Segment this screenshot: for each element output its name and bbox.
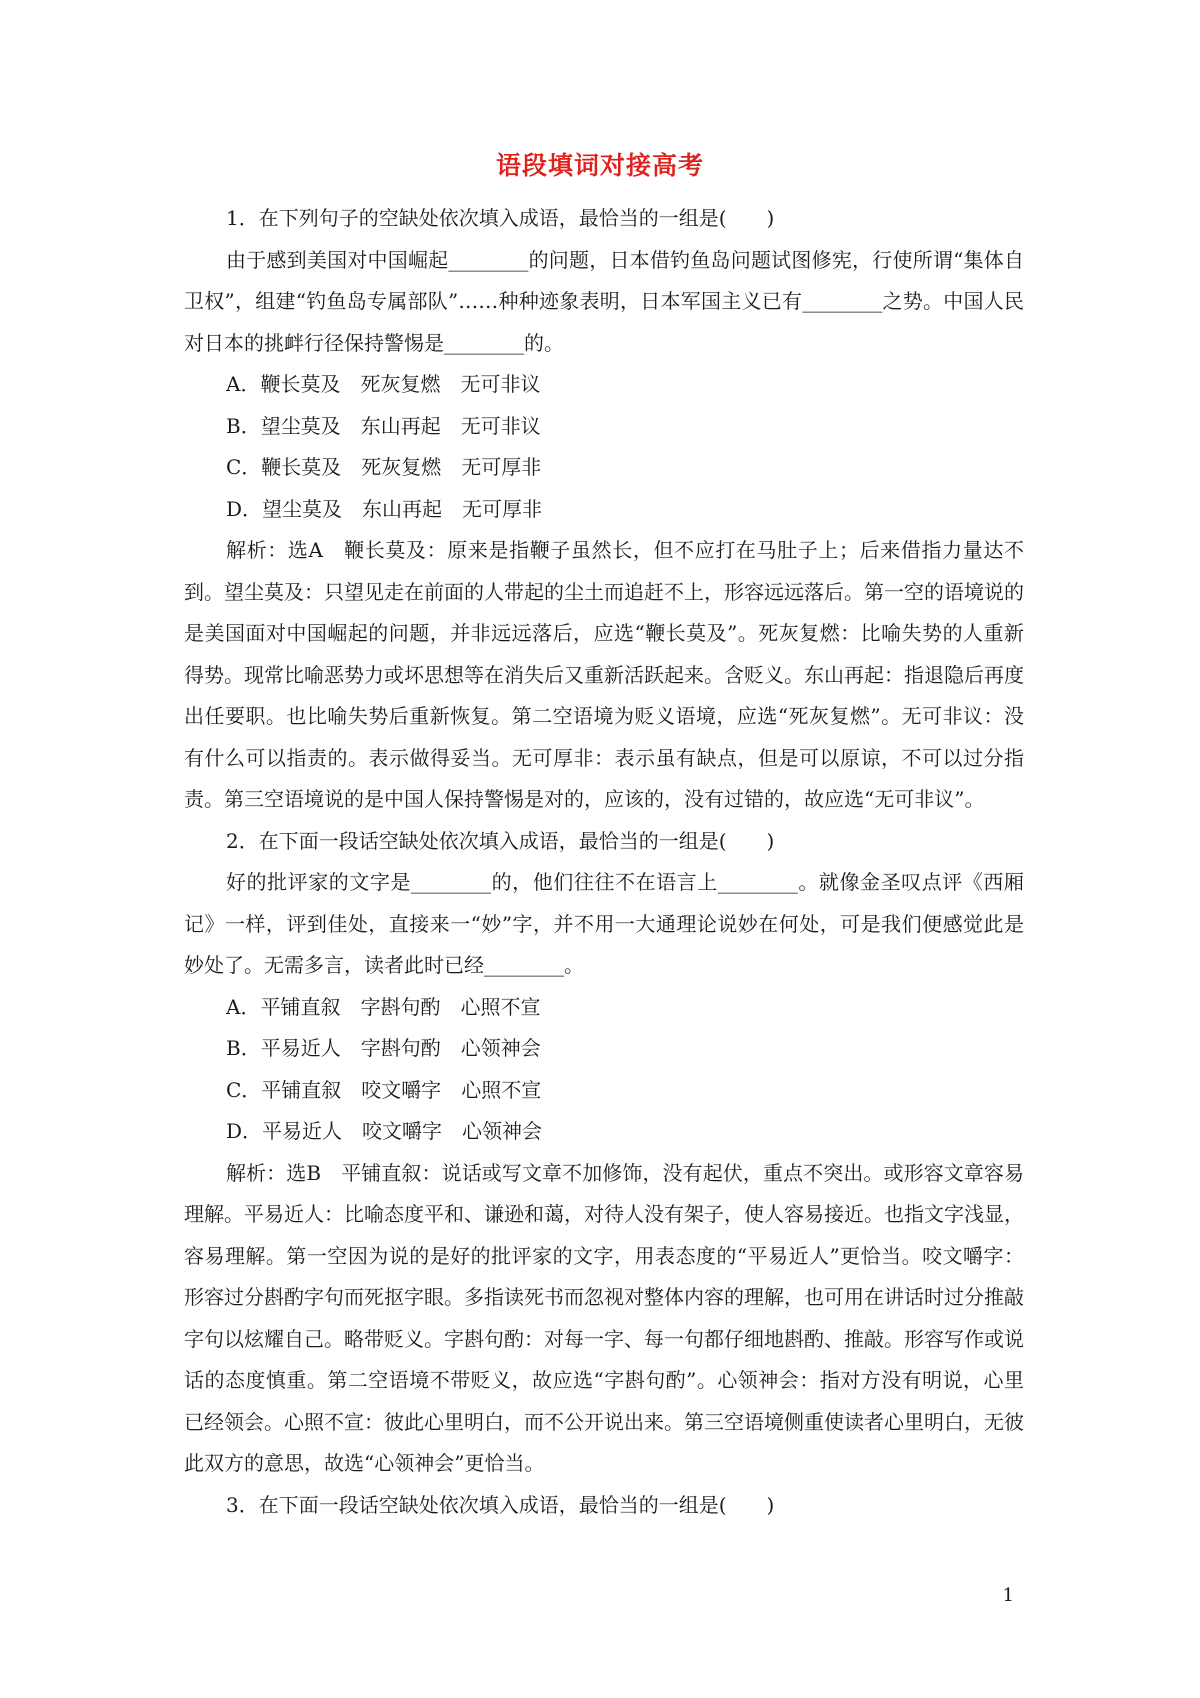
question-2-option-a: A．平铺直叙 字斟句酌 心照不宣	[226, 994, 541, 1019]
question-1-analysis: 解析：选A 鞭长莫及：原来是指鞭子虽然长，但不应打在马肚子上；后来借指力量达不到。望尘莫及：只望见走在前面的人带起的尘土而追赶不上，形容远远落后。第一空的语境说的是美国面对中国崛起的问题，并非远远落后，应选“鞭长莫及”。死灰复燃：比喻失势的人重新得势。现常比喻恶势力或坏思想等在消失后又重新活跃起来。含贬义。东山再起：指退隐后再度出任要职。也比喻失势后重新恢复。第二空语境为贬义语境，应选“死灰复燃”。无可非议：没有什么可以指责的。表示做得妥当。无可厚非：表示虽有缺点，但是可以原谅，不可以过分指责。第三空语境说的是中国人保持警惕是对的，应该的，没有过错的，故应选“无可非议”。	[184, 538, 1024, 811]
question-3-stem: 3．在下面一段话空缺处依次填入成语，最恰当的一组是( )	[226, 1492, 775, 1517]
question-1-passage: 由于感到美国对中国崛起________的问题，日本借钓鱼岛问题试图修宪，行使所谓“集体自卫权”，组建“钓鱼岛专属部队”……种种迹象表明，日本军国主义已有________之势。中国人民对日本的挑衅行径保持警惕是________的。	[184, 247, 1024, 355]
question-1-stem: 1．在下列句子的空缺处依次填入成语，最恰当的一组是( )	[226, 206, 775, 230]
question-1-option-a: A．鞭长莫及 死灰复燃 无可非议	[226, 372, 541, 396]
document-body	[184, 198, 1024, 1526]
question-1-option-c: C．鞭长莫及 死灰复燃 无可厚非	[226, 455, 542, 479]
question-2-passage: 好的批评家的文字是________的，他们往往不在语言上________。就像金圣叹点评《西厢记》一样，评到佳处，直接来一“妙”字，并不用一大通理论说妙在何处，可是我们便感觉此是妙处了。无需多言，读者此时已经________。	[184, 870, 1024, 977]
question-2-stem: 2．在下面一段话空缺处依次填入成语，最恰当的一组是( )	[226, 828, 775, 853]
question-1-option-b: B．望尘莫及 东山再起 无可非议	[226, 413, 541, 438]
page-number: 1	[1002, 1585, 1014, 1606]
question-2-option-c: C．平铺直叙 咬文嚼字 心照不宣	[226, 1077, 542, 1102]
document-title: 语段填词对接高考	[495, 151, 704, 180]
question-2-option-b: B．平易近人 字斟句酌 心领神会	[226, 1036, 541, 1060]
question-1-option-d: D．望尘莫及 东山再起 无可厚非	[226, 496, 543, 521]
question-2-analysis: 解析：选B 平铺直叙：说话或写文章不加修饰，没有起伏，重点不突出。或形容文章容易理解。平易近人：比喻态度平和、谦逊和蔼，对待人没有架子，使人容易接近。也指文字浅显，容易理解。第一空因为说的是好的批评家的文字，用表态度的“平易近人”更恰当。咬文嚼字：形容过分斟酌字句而死抠字眼。多指读死书而忽视对整体内容的理解，也可用在讲话时过分推敲字句以炫耀自己。略带贬义。字斟句酌：对每一字、每一句都仔细地斟酌、推敲。形容写作或说话的态度慎重。第二空语境不带贬义，故应选“字斟句酌”。心领神会：指对方没有明说，心里已经领会。心照不宣：彼此心里明白，而不公开说出来。第三空语境侧重使读者心里明白，无彼此双方的意思，故选“心领神会”更恰当。	[184, 1160, 1024, 1475]
question-2-option-d: D．平易近人 咬文嚼字 心领神会	[226, 1119, 543, 1143]
